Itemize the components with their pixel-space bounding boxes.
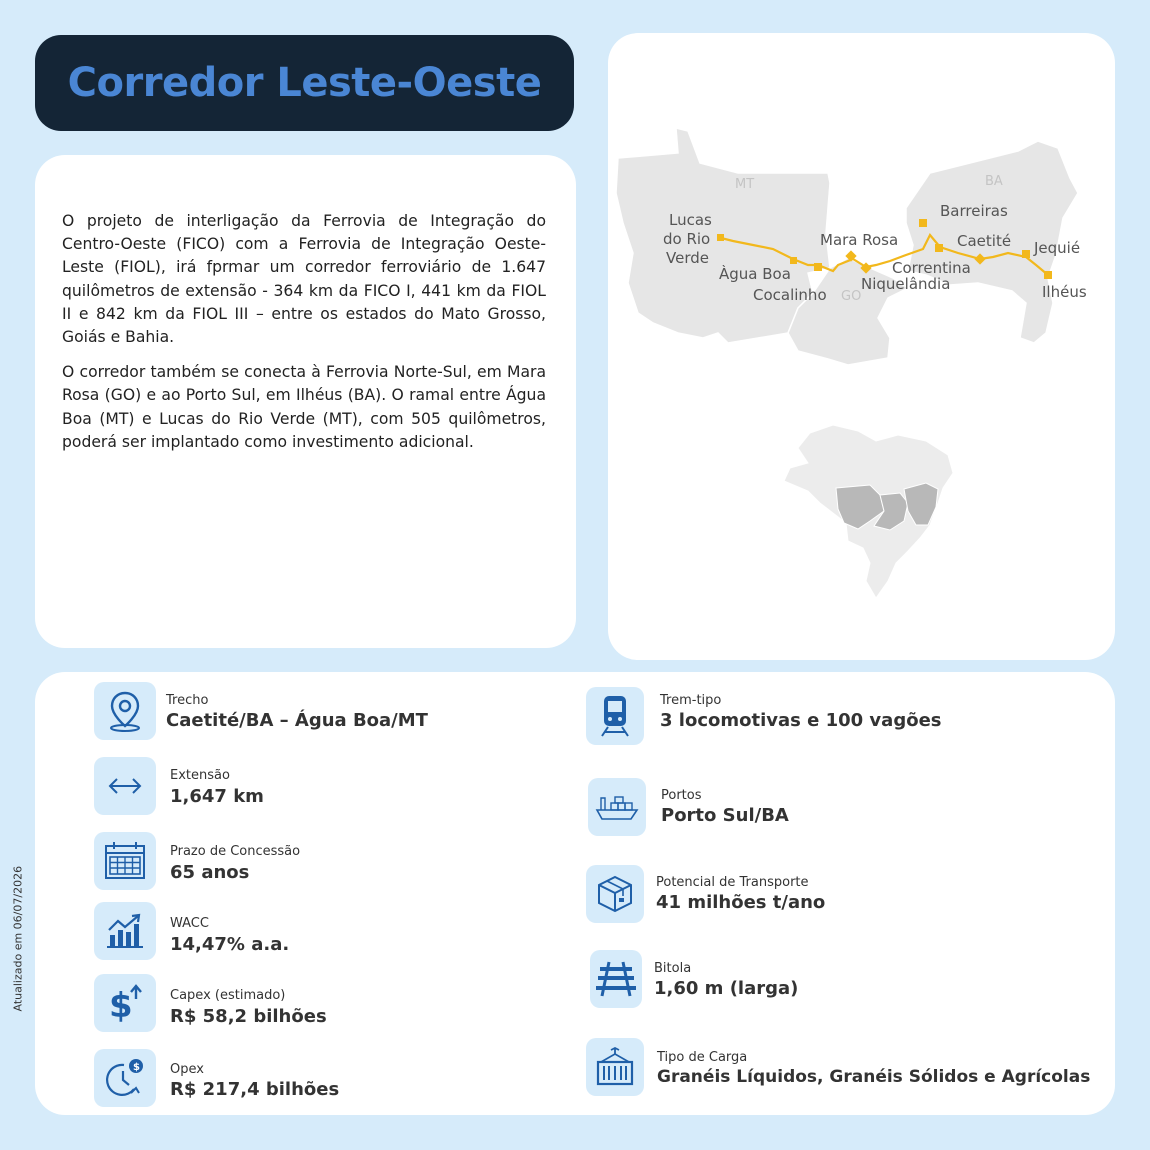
city-label-do-rio: do Rio (663, 230, 711, 248)
container-icon (586, 1038, 644, 1096)
trem-tipo-value: 3 locomotivas e 100 vagões (660, 710, 942, 731)
trem-tipo-label: Trem-tipo (660, 693, 722, 708)
ship-icon (588, 778, 646, 836)
rail-track-icon (590, 950, 642, 1008)
city-label-lucas: Lucas (669, 211, 712, 229)
prazo-label: Prazo de Concessão (170, 844, 301, 859)
station-correntina (935, 244, 943, 252)
station-cocalinho (814, 263, 822, 271)
state-label-go: GO (841, 289, 862, 304)
corridor-map (608, 33, 1115, 660)
trecho-value: Caetité/BA – Água Boa/MT (166, 710, 428, 731)
double-arrow-icon (94, 757, 156, 815)
station-lucas-do-rio-verde (717, 234, 724, 241)
svg-text:$: $ (133, 1062, 140, 1073)
portos-value: Porto Sul/BA (661, 805, 789, 826)
bitola-value: 1,60 m (larga) (654, 978, 799, 999)
extensao-label: Extensão (170, 768, 230, 783)
city-label-niquelandia: Niquelândia (861, 275, 951, 293)
city-label-ilheus: Ilhéus (1042, 283, 1087, 301)
portos-label: Portos (661, 788, 702, 803)
info-card (35, 672, 1115, 1115)
updated-date: Atualizado em 06/07/2026 (11, 865, 25, 1012)
train-icon (586, 687, 644, 745)
city-label-agua-boa: Àgua Boa (719, 265, 791, 283)
opex-label: Opex (170, 1062, 204, 1077)
city-label-mara-rosa: Mara Rosa (820, 231, 899, 249)
state-label-mt: MT (735, 177, 755, 192)
trecho-label: Trecho (166, 693, 209, 708)
description-card (35, 155, 576, 648)
svg-text:$: $ (109, 986, 133, 1023)
calendar-icon (94, 832, 156, 890)
map-card (608, 33, 1115, 660)
city-label-caetite: Caetité (957, 232, 1012, 250)
description-paragraph-2: O corredor também se conecta à Ferrovia Norte-Sul, em Mara Rosa (GO) e ao Porto Sul, em Ilhéus (BA). O ramal entre Água Boa (MT) e Lucas do Rio Verde (MT), com 505 quilômetros, poderá ser implantado como investimento adicional. (62, 363, 546, 451)
station-agua-boa (790, 257, 797, 264)
city-label-verde: Verde (666, 249, 709, 267)
capex-value: R$ 58,2 bilhões (170, 1006, 327, 1027)
wacc-label: WACC (170, 916, 209, 931)
potencial-value: 41 milhões t/ano (656, 892, 826, 913)
city-label-jequie: Jequié (1034, 239, 1081, 257)
opex-value: R$ 217,4 bilhões (170, 1079, 340, 1100)
description-paragraph-1: O projeto de interligação da Ferrovia de Integração do Centro-Oeste (FICO) com a Ferrovia de Integração Oeste-Leste (FIOL), irá fprmar um corredor ferroviário de 1.647 quilômetros de extensão - 364 km da FICO I, 441 km da FIOL II e 842 km da FIOL III – entre os estados do Mato Grosso, Goiás e Bahia. (62, 212, 546, 347)
city-label-correntina: Correntina (892, 259, 971, 277)
wacc-value: 14,47% a.a. (170, 934, 290, 955)
box-icon (586, 865, 644, 923)
station-ilheus (1044, 271, 1052, 279)
tipo-carga-value: Granéis Líquidos, Granéis Sólidos e Agrícolas (657, 1067, 1091, 1087)
city-label-cocalinho: Cocalinho (753, 286, 827, 304)
brazil-inset-map (784, 425, 953, 598)
bitola-label: Bitola (654, 961, 692, 976)
extensao-value: 1,647 km (170, 786, 264, 807)
dollar-up-icon (94, 974, 156, 1032)
station-barreiras (919, 219, 927, 227)
prazo-value: 65 anos (170, 862, 250, 883)
state-label-ba: BA (985, 174, 1003, 189)
location-pin-icon (94, 682, 156, 740)
capex-label: Capex (estimado) (170, 988, 286, 1003)
tipo-carga-label: Tipo de Carga (657, 1050, 748, 1065)
potencial-label: Potencial de Transporte (656, 875, 809, 890)
station-jequie (1022, 250, 1030, 258)
title-banner (35, 35, 574, 131)
page-title: Corredor Leste-Oeste (67, 60, 542, 106)
city-label-barreiras: Barreiras (940, 202, 1008, 220)
clock-dollar-icon (94, 1049, 156, 1107)
growth-chart-icon (94, 902, 156, 960)
